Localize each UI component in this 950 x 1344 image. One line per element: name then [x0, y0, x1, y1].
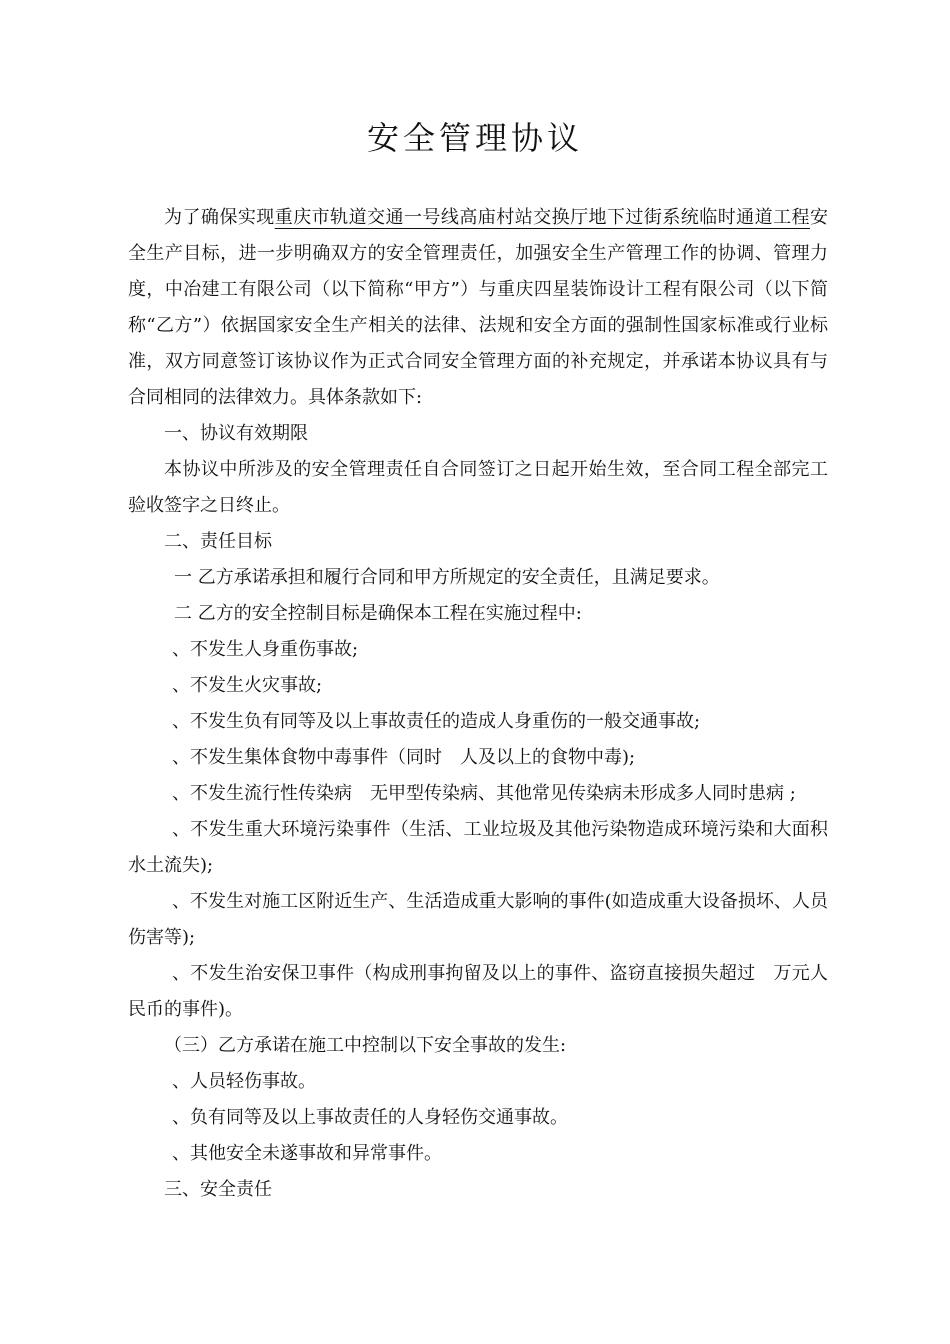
document-title: 安全管理协议	[366, 119, 583, 157]
list-item: 、其他安全未遂事故和异常事件。	[172, 1143, 442, 1164]
term-paragraph: 本协议中所涉及的安全管理责任自合同签订之日起开始生效，至合同工程全部完工验收签字之日终止。	[128, 459, 828, 516]
list-item: 、人员轻伤事故。	[172, 1071, 316, 1092]
list-item: 、不发生火灾事故;	[172, 675, 323, 696]
section-heading-responsibility: 三、安全责任	[164, 1179, 272, 1200]
list-item: 、负有同等及以上事故责任的人身轻伤交通事故。	[172, 1107, 568, 1128]
list-item: 、不发生对施工区附近生产、生活造成重大影响的事件(如造成重大设备损坏、人员伤害等);	[128, 891, 828, 948]
goal-item: 一 乙方承诺承担和履行合同和甲方所规定的安全责任，且满足要求。	[174, 567, 720, 588]
project-name: 重庆市轨道交通一号线高庙村站交换厅地下过街系统临时通道工程	[274, 207, 811, 228]
list-item: 、不发生集体食物中毒事件（同时 人及以上的食物中毒);	[172, 747, 636, 768]
section-heading-goals: 二、责任目标	[164, 531, 272, 552]
intro-prefix: 为了确保实现	[164, 207, 275, 228]
list-item: 、不发生重大环境污染事件（生活、工业垃圾及其他污染物造成环境污染和大面积水土流失);	[128, 819, 828, 876]
document-body	[128, 200, 828, 1208]
goal-item: 二 乙方的安全控制目标是确保本工程在实施过程中:	[174, 603, 582, 624]
intro-paragraph	[128, 200, 828, 416]
goal-item: （三）乙方承诺在施工中控制以下安全事故的发生:	[164, 1035, 567, 1056]
list-item: 、不发生人身重伤事故;	[172, 639, 359, 660]
intro-suffix: 安全生产目标，进一步明确双方的安全管理责任，加强安全生产管理工作的协调、管理力度，中冶建工有限公司（以下简称“甲方”）与重庆四星装饰设计工程有限公司（以下简称“乙方”）依据国家安全生产相关的法律、法规和安全方面的强制性国家标准或行业标准，双方同意签订该协议作为正式合同安全管理方面的补充规定，并承诺本协议具有与合同相同的法律效力。具体条款如下:	[128, 207, 829, 408]
section-heading-term: 一、协议有效期限	[164, 423, 308, 444]
list-item: 、不发生负有同等及以上事故责任的造成人身重伤的一般交通事故;	[172, 711, 701, 732]
list-item: 、不发生流行性传染病 无甲型传染病、其他常见传染病未形成多人同时患病 ;	[172, 783, 796, 804]
list-item: 、不发生治安保卫事件（构成刑事拘留及以上的事件、盗窃直接损失超过 万元人民币的事件)。	[128, 963, 828, 1020]
